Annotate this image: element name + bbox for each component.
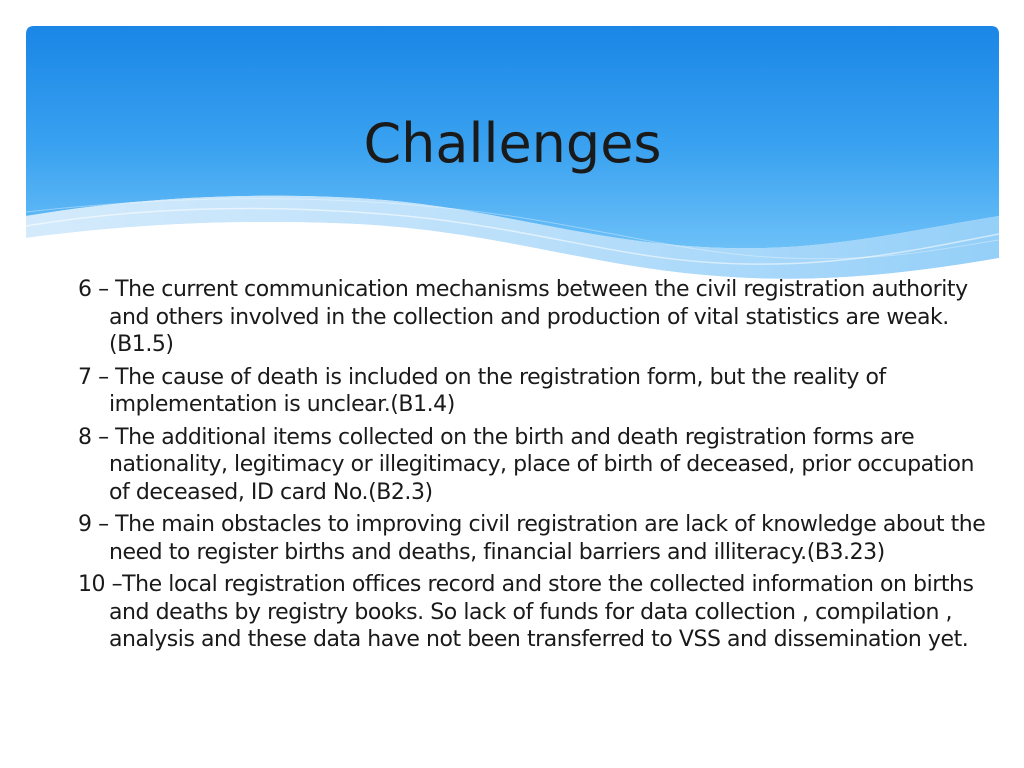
list-item: 8 – The additional items collected on the birth and death registration forms are nationality, legitimacy or illegitimacy, place of birth of deceased, prior occupation of deceased, ID card No.(B2.3) <box>78 424 974 505</box>
list-item: 7 – The cause of death is included on the registration form, but the reality of implementation is unclear.(B1.4) <box>78 364 886 417</box>
list-item: 6 – The current communication mechanisms between the civil registration authority and others involved in the collection and production of vital statistics are weak. (B1.5) <box>78 277 968 357</box>
list-item: 9 – The main obstacles to improving civil registration are lack of knowledge about the need to register births and deaths, financial barriers and illiteracy.(B3.23) <box>78 512 986 565</box>
list-item: 10 –The local registration offices record and store the collected information on births and deaths by registry books. So lack of funds for data collection , compilation , analysis and these data have not been transferred to VSS and dissemination yet. <box>78 572 974 652</box>
challenges-list <box>78 276 998 659</box>
slide-title: Challenges <box>363 112 662 175</box>
